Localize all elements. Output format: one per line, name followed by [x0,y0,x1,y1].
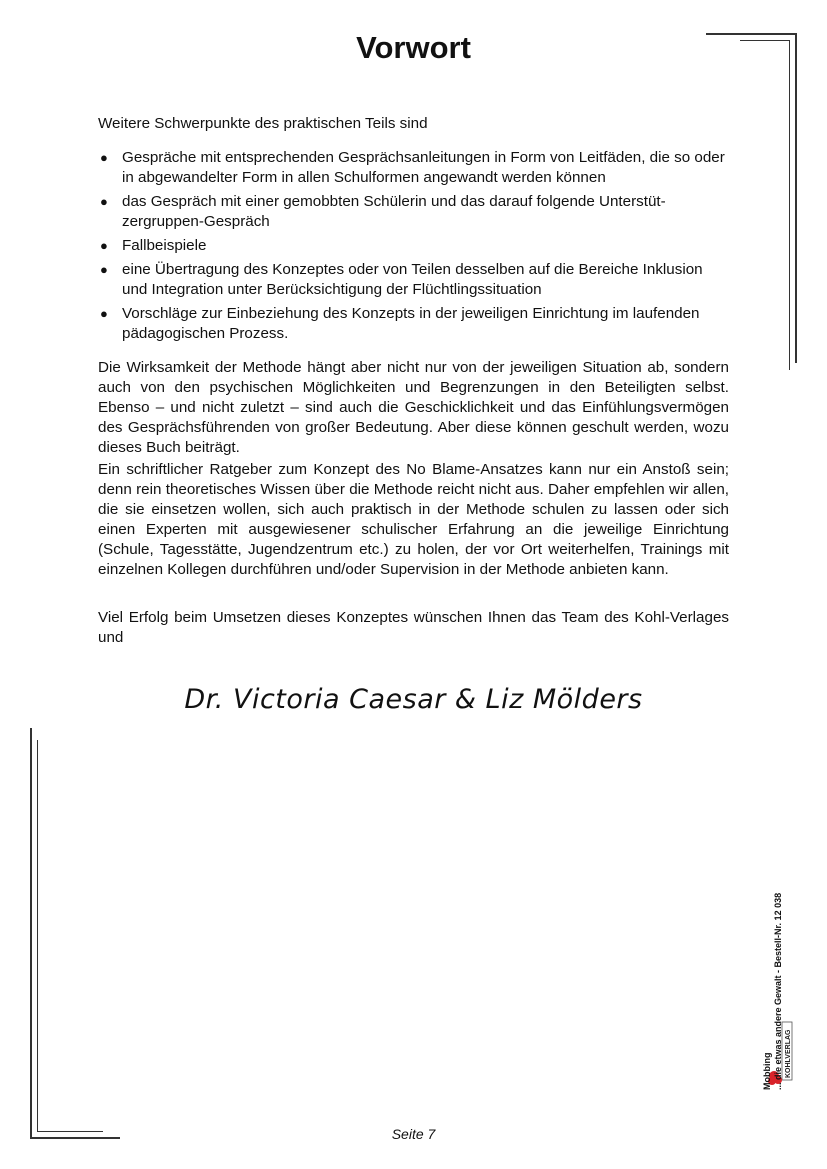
author-signature: Dr. Victoria Caesar & Liz Mölders [184,684,643,715]
side-label-line1: Mobbing [762,1052,772,1090]
list-item: ● eine Übertragung des Konzeptes oder von Teilen desselben auf die Bereiche Inklusion und Integration unter Berücksichtigung der Flüchtlingssituation [100,261,703,298]
intro-text: Weitere Schwerpunkte des praktischen Teils sind [98,115,428,132]
bullet-icon: ● [100,194,108,209]
list-item: ● Fallbeispiele [100,237,207,254]
side-label [762,790,802,1090]
page-number: Seite 7 [391,1126,436,1142]
bullet-icon: ● [100,150,108,165]
side-label-line2: ... die etwas andere Gewalt - Bestell-Nr. 12 038 [773,892,783,1090]
page-title: Vorwort [356,30,471,65]
frame-bottom-left-v1 [30,728,32,1138]
bullet-icon: ● [100,306,108,321]
list-item: ● Vorschläge zur Einbeziehung des Konzepts in der jeweiligen Einrichtung im laufenden pädagogischen Prozess. [100,305,700,342]
frame-top-right-v1 [795,33,797,363]
list-item: ● Gespräche mit entsprechenden Gesprächsanleitungen in Form von Leitfäden, die so oder in abgewandelter Form in allen Schulformen angewandt werden können [100,149,725,186]
frame-bottom-left-v2 [37,740,38,1132]
list-item: ● das Gespräch mit einer gemobbten Schülerin und das darauf folgende Unterstützergruppen-Gespräch [100,193,666,230]
paragraph-guide: Ein schriftlicher Ratgeber zum Konzept des No Blame-Ansatzes kann nur ein Anstoß sein; denn rein theoretisches Wissen über die Methode reicht nicht aus. Daher empfehlen wir allen, die sie einsetzen wollen, sich auch praktisch in der Methode schulen zu lassen oder sich einen Experten mit ausgewiesener schulischer Erfahrung an die jeweilige Einrichtung (Schule, Tagesstätte, Jugendzentrum etc.) zu holen, der vor Ort weiterhelfen, Trainings mit einzelnen Kollegen durchführen und/oder Supervision in der Methode anbieten kann. [98,461,729,578]
body-text [98,114,729,648]
paragraph-effectiveness: Die Wirksamkeit der Methode hängt aber nicht nur von der jeweiligen Situation ab, sondern auch von den psychischen Möglichkeiten und Begrenzungen in den Beteiligten selbst. Ebenso – und nicht zuletzt – sind auch die Geschicklichkeit und das Einfühlungsvermögen des Gesprächsführenden von großer Bedeutung. Aber diese können geschult werden, wozu dieses Buch beiträgt. [98,359,729,456]
frame-top-right-v2 [789,40,790,370]
bullet-icon: ● [100,262,108,277]
closing-text: Viel Erfolg beim Umsetzen dieses Konzeptes wünschen Ihnen das Team des Kohl-Verlages und [98,609,729,646]
logo-text: KOHLVERLAG [785,1029,792,1078]
bullet-icon: ● [100,238,108,253]
bullet-list [98,148,729,344]
